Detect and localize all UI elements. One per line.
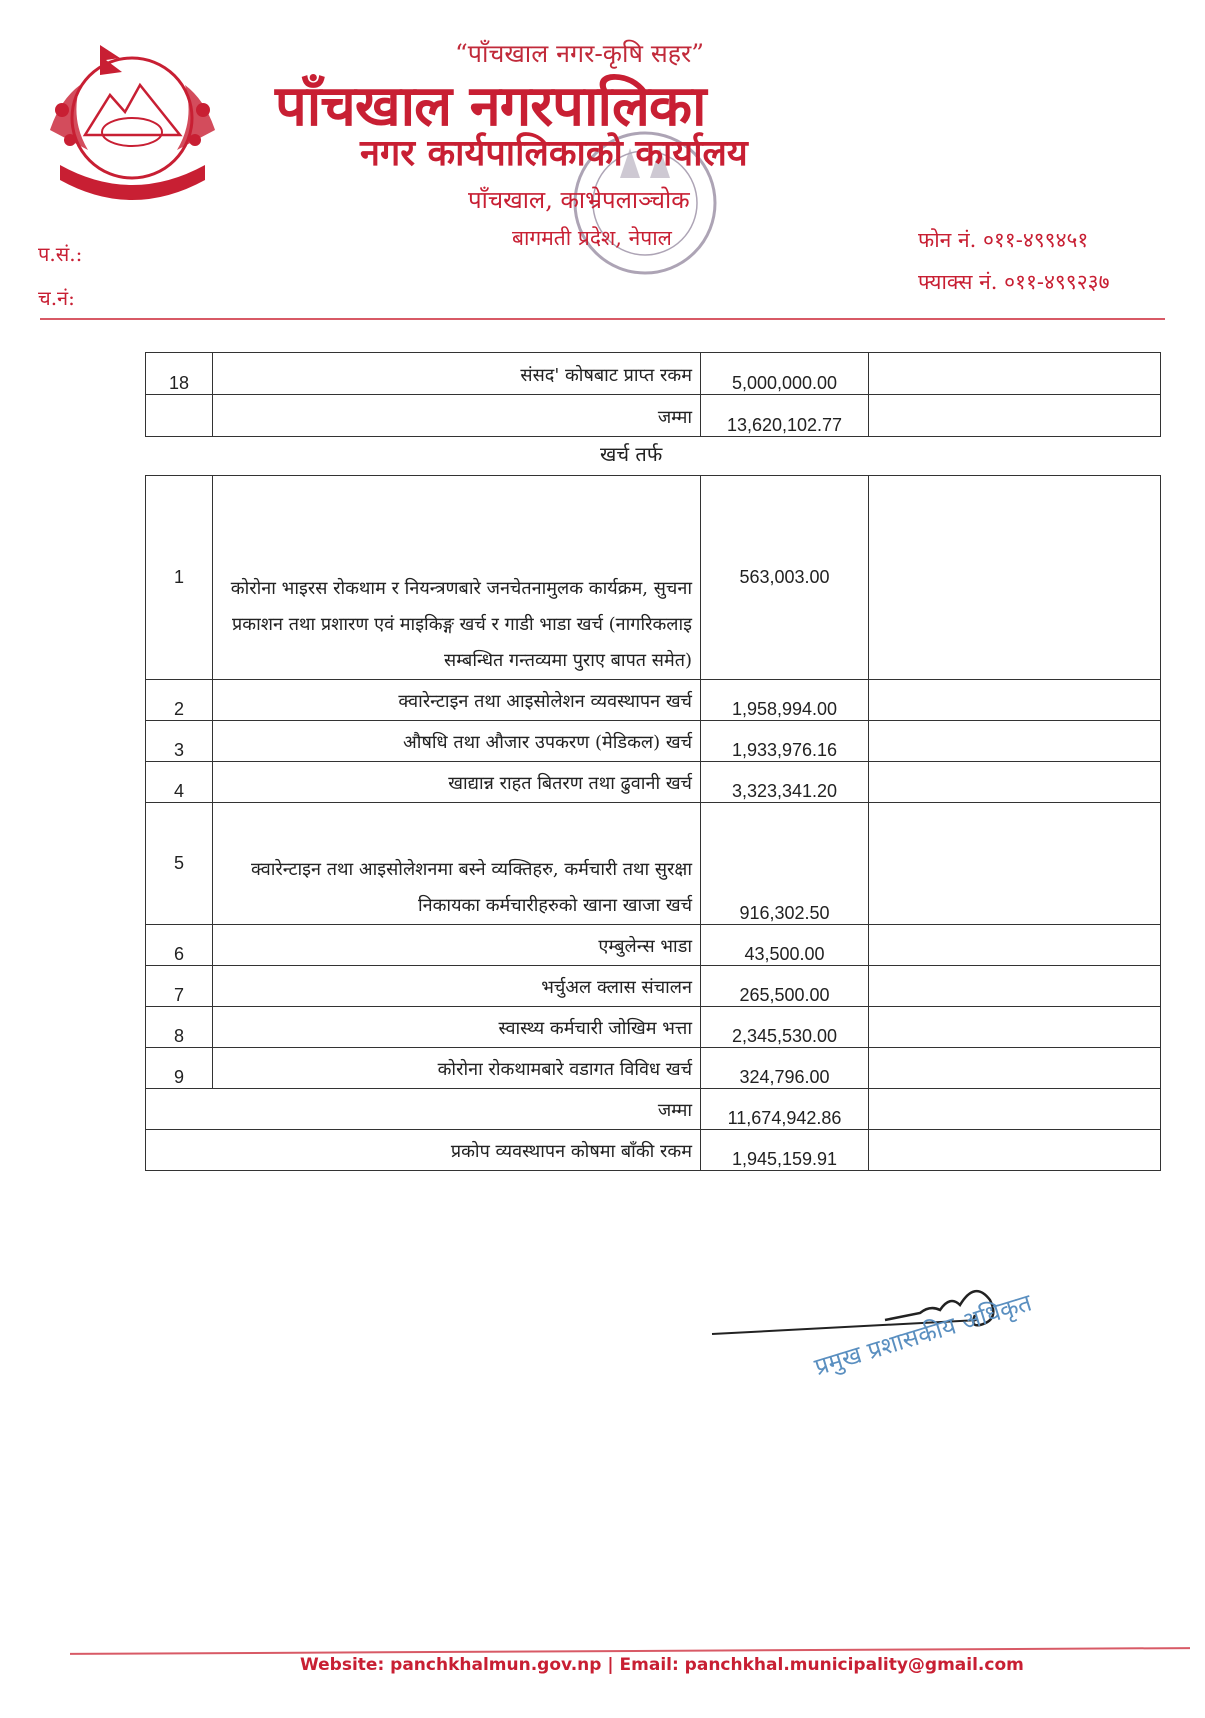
serial-number: 5: [146, 803, 213, 925]
table-row: [146, 925, 1161, 966]
table-row: [146, 353, 1161, 395]
total-amount: 13,620,102.77: [701, 395, 869, 437]
address-line-2: बागमती प्रदेश, नेपाल: [512, 226, 672, 250]
remarks-cell: [869, 353, 1161, 395]
municipality-name: पाँचखाल नगरपालिका: [275, 73, 706, 139]
remarks-cell: [869, 395, 1161, 437]
total-label: जम्मा: [213, 395, 701, 437]
remarks-cell: [869, 721, 1161, 762]
serial-number: 2: [146, 680, 213, 721]
serial-number: [146, 395, 213, 437]
description: भर्चुअल क्लास संचालन: [213, 966, 701, 1007]
phone-number: फोन नं. ०११-४९९४५१: [918, 228, 1089, 252]
table-row: [146, 1130, 1161, 1171]
table-row: [146, 395, 1161, 437]
remarks-cell: [869, 476, 1161, 680]
dispatch-number-label: च.नं:: [38, 286, 75, 310]
serial-number: 4: [146, 762, 213, 803]
amount: 2,345,530.00: [701, 1007, 869, 1048]
serial-number: 8: [146, 1007, 213, 1048]
remarks-cell: [869, 966, 1161, 1007]
header-divider: [40, 318, 1165, 320]
remarks-cell: [869, 1048, 1161, 1089]
serial-number: 1: [146, 476, 213, 680]
footer-website[interactable]: Website: panchkhalmun.gov.np: [300, 1655, 602, 1675]
expense-section-heading: खर्च तर्फ: [600, 442, 663, 466]
amount: 265,500.00: [701, 966, 869, 1007]
fax-number: फ्याक्स नं. ०११-४९९२३७: [918, 270, 1110, 294]
serial-number: 18: [146, 353, 213, 395]
description: खाद्यान्न राहत बितरण तथा ढुवानी खर्च: [213, 762, 701, 803]
table-row: [146, 762, 1161, 803]
serial-number: 9: [146, 1048, 213, 1089]
serial-number: 7: [146, 966, 213, 1007]
expense-table: [145, 475, 1161, 1171]
address-line-1: पाँचखाल, काभ्रेपलाञ्चोक: [468, 186, 690, 214]
income-table: [145, 352, 1161, 437]
table-row: [146, 1089, 1161, 1130]
serial-number: 3: [146, 721, 213, 762]
description: एम्बुलेन्स भाडा: [213, 925, 701, 966]
table-row: [146, 680, 1161, 721]
reference-number-label: प.सं.:: [38, 242, 83, 266]
total-amount: 11,674,942.86: [701, 1089, 869, 1130]
footer-divider: [70, 1647, 1190, 1655]
amount: 563,003.00: [701, 476, 869, 680]
description: कोरोना रोकथामबारे वडागत विविध खर्च: [213, 1048, 701, 1089]
amount: 43,500.00: [701, 925, 869, 966]
remarks-cell: [869, 762, 1161, 803]
table-row: [146, 476, 1161, 680]
table-row: [146, 1048, 1161, 1089]
remarks-cell: [869, 1007, 1161, 1048]
description: क्वारेन्टाइन तथा आइसोलेशनमा बस्ने व्यक्तिहरु, कर्मचारी तथा सुरक्षा निकायका कर्मचारीहरुको खाना खाजा खर्च: [213, 803, 701, 925]
table-row: [146, 721, 1161, 762]
description: औषधि तथा औजार उपकरण (मेडिकल) खर्च: [213, 721, 701, 762]
description: संसद' कोषबाट प्राप्त रकम: [213, 353, 701, 395]
serial-number: 6: [146, 925, 213, 966]
table-row: [146, 803, 1161, 925]
footer-contact: [300, 1655, 1024, 1675]
description: कोरोना भाइरस रोकथाम र नियन्त्रणबारे जनचेतनामुलक कार्यक्रम, सुचना प्रकाशन तथा प्रशारण एवं माइकिङ्ग खर्च र गाडी भाडा खर्च (नागरिकलाइ सम्बन्धित गन्तव्यमा पुराए बापत समेत): [213, 476, 701, 680]
nepal-emblem-logo: [40, 40, 225, 210]
remarks-cell: [869, 680, 1161, 721]
description: स्वास्थ्य कर्मचारी जोखिम भत्ता: [213, 1007, 701, 1048]
remarks-cell: [869, 925, 1161, 966]
footer-separator: |: [607, 1655, 614, 1675]
remarks-cell: [869, 1130, 1161, 1171]
amount: 1,933,976.16: [701, 721, 869, 762]
municipality-slogan: “पाँचखाल नगर-कृषि सहर”: [455, 39, 705, 68]
office-name: नगर कार्यपालिकाको कार्यालय: [360, 132, 748, 174]
officer-title-stamp: प्रमुख प्रशासकीय अधिकृत: [811, 1288, 1035, 1382]
amount: 3,323,341.20: [701, 762, 869, 803]
amount: 324,796.00: [701, 1048, 869, 1089]
balance-label: प्रकोप व्यवस्थापन कोषमा बाँकी रकम: [146, 1130, 701, 1171]
amount: 5,000,000.00: [701, 353, 869, 395]
remarks-cell: [869, 803, 1161, 925]
table-row: [146, 966, 1161, 1007]
amount: 916,302.50: [701, 803, 869, 925]
balance-amount: 1,945,159.91: [701, 1130, 869, 1171]
remarks-cell: [869, 1089, 1161, 1130]
amount: 1,958,994.00: [701, 680, 869, 721]
footer-email[interactable]: Email: panchkhal.municipality@gmail.com: [619, 1655, 1024, 1675]
total-label: जम्मा: [146, 1089, 701, 1130]
description: क्वारेन्टाइन तथा आइसोलेशन व्यवस्थापन खर्च: [213, 680, 701, 721]
table-row: [146, 1007, 1161, 1048]
